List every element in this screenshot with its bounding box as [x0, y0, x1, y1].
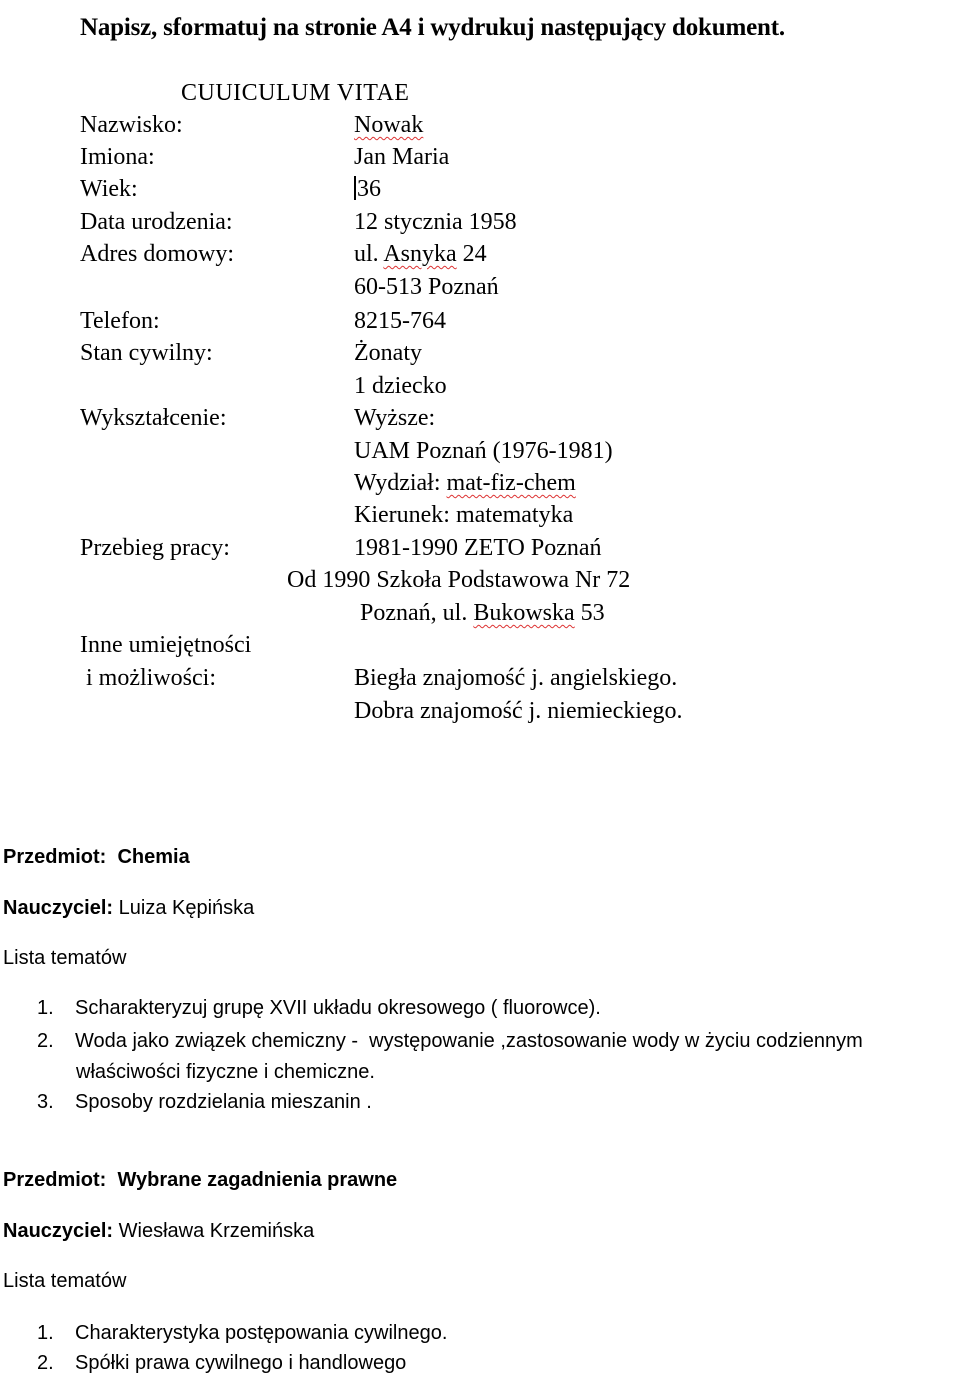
value-praca-adres-street: Bukowska — [473, 600, 575, 626]
list-item-text: Woda jako związek chemiczny - występowanie ,zastosowanie wody w życiu codziennym — [75, 1030, 863, 1052]
list-item-number: 1. — [37, 997, 54, 1019]
value-praca-adres — [360, 600, 605, 627]
list-item — [37, 1091, 372, 1114]
value-adres-prefix: ul. — [354, 241, 384, 267]
label-wiek: Wiek: — [80, 176, 138, 202]
section2-subject-name: Wybrane zagadnienia prawne — [117, 1169, 398, 1191]
value-praca-2: Od 1990 Szkoła Podstawowa Nr 72 — [287, 567, 631, 593]
value-adres-city: 60-513 Poznań — [354, 274, 499, 300]
value-telefon: 8215-764 — [354, 308, 446, 334]
value-kierunek: Kierunek: matematyka — [354, 502, 574, 528]
value-stan-cywilny: Żonaty — [354, 340, 422, 366]
list-item-number: 2. — [37, 1030, 54, 1052]
text-cursor — [354, 176, 356, 200]
value-praca-1: 1981-1990 ZETO Poznań — [354, 535, 602, 561]
section2-subject — [3, 1169, 397, 1192]
label-imiona: Imiona: — [80, 144, 155, 170]
value-nazwisko — [354, 112, 423, 139]
value-data-urodzenia: 12 stycznia 1958 — [354, 209, 517, 235]
section1-teacher-label: Nauczyciel: — [3, 897, 114, 919]
label-inne-umiejetnosci: Inne umiejętności — [80, 632, 252, 658]
label-wyksztalcenie: Wykształcenie: — [80, 405, 227, 431]
label-data-urodzenia: Data urodzenia: — [80, 209, 233, 235]
value-wiek — [354, 176, 381, 203]
list-item-text: Charakterystyka postępowania cywilnego. — [75, 1322, 448, 1344]
list-item-number: 1. — [37, 1322, 54, 1344]
cv-title: CUUICULUM VITAE — [181, 80, 410, 106]
label-telefon: Telefon: — [80, 308, 160, 334]
section2-subject-label: Przedmiot: — [3, 1169, 107, 1191]
list-item-continuation: właściwości fizyczne i chemiczne. — [76, 1061, 375, 1083]
value-wydzial-prefix: Wydział: — [354, 470, 447, 496]
section1-teacher-name: Luiza Kępińska — [118, 897, 255, 919]
value-dzieci: 1 dziecko — [354, 373, 447, 399]
section1-list-label: Lista tematów — [3, 947, 127, 969]
value-nazwisko-text: Nowak — [354, 112, 424, 138]
value-adres-suffix: 24 — [456, 241, 487, 267]
instruction-heading: Napisz, sformatuj na stronie A4 i wydrukuj następujący dokument. — [80, 14, 785, 41]
value-niemiecki: Dobra znajomość j. niemieckiego. — [354, 698, 683, 724]
section2-teacher-name: Wiesława Krzemińska — [118, 1220, 315, 1242]
section1-subject-name: Chemia — [117, 846, 190, 868]
list-item-number: 2. — [37, 1352, 54, 1374]
value-adres-street: Asnyka — [383, 241, 457, 267]
value-wydzial — [354, 470, 576, 497]
list-item-number: 3. — [37, 1091, 54, 1113]
list-item-text: Spółki prawa cywilnego i handlowego — [75, 1352, 407, 1374]
value-imiona: Jan Maria — [354, 144, 450, 170]
section1-teacher — [3, 897, 254, 920]
value-praca-adres-prefix: Poznań, ul. — [360, 600, 474, 626]
list-item-text: Sposoby rozdzielania mieszanin . — [75, 1091, 372, 1113]
label-inne-mozliwosci: i możliwości: — [80, 665, 216, 691]
value-adres — [354, 241, 487, 268]
section1-subject-label: Przedmiot: — [3, 846, 107, 868]
value-wiek-text: 36 — [357, 176, 381, 202]
value-wydzial-name: mat-fiz-chem — [446, 470, 576, 496]
value-praca-adres-suffix: 53 — [574, 600, 605, 626]
list-item — [37, 997, 601, 1020]
section2-list-label: Lista tematów — [3, 1270, 127, 1292]
list-item — [37, 1030, 863, 1053]
value-angielski: Biegła znajomość j. angielskiego. — [354, 665, 678, 691]
list-item-text: Scharakteryzuj grupę XVII układu okresowego ( fluorowce). — [75, 997, 601, 1019]
value-uczelnia: UAM Poznań (1976-1981) — [354, 438, 613, 464]
section2-teacher — [3, 1220, 314, 1243]
list-item — [37, 1322, 447, 1345]
label-adres: Adres domowy: — [80, 241, 234, 267]
label-przebieg-pracy: Przebieg pracy: — [80, 535, 230, 561]
list-item — [37, 1352, 406, 1375]
section2-teacher-label: Nauczyciel: — [3, 1220, 114, 1242]
section1-subject — [3, 846, 190, 869]
value-wyksztalcenie: Wyższe: — [354, 405, 436, 431]
label-stan-cywilny: Stan cywilny: — [80, 340, 213, 366]
label-nazwisko: Nazwisko: — [80, 112, 183, 138]
